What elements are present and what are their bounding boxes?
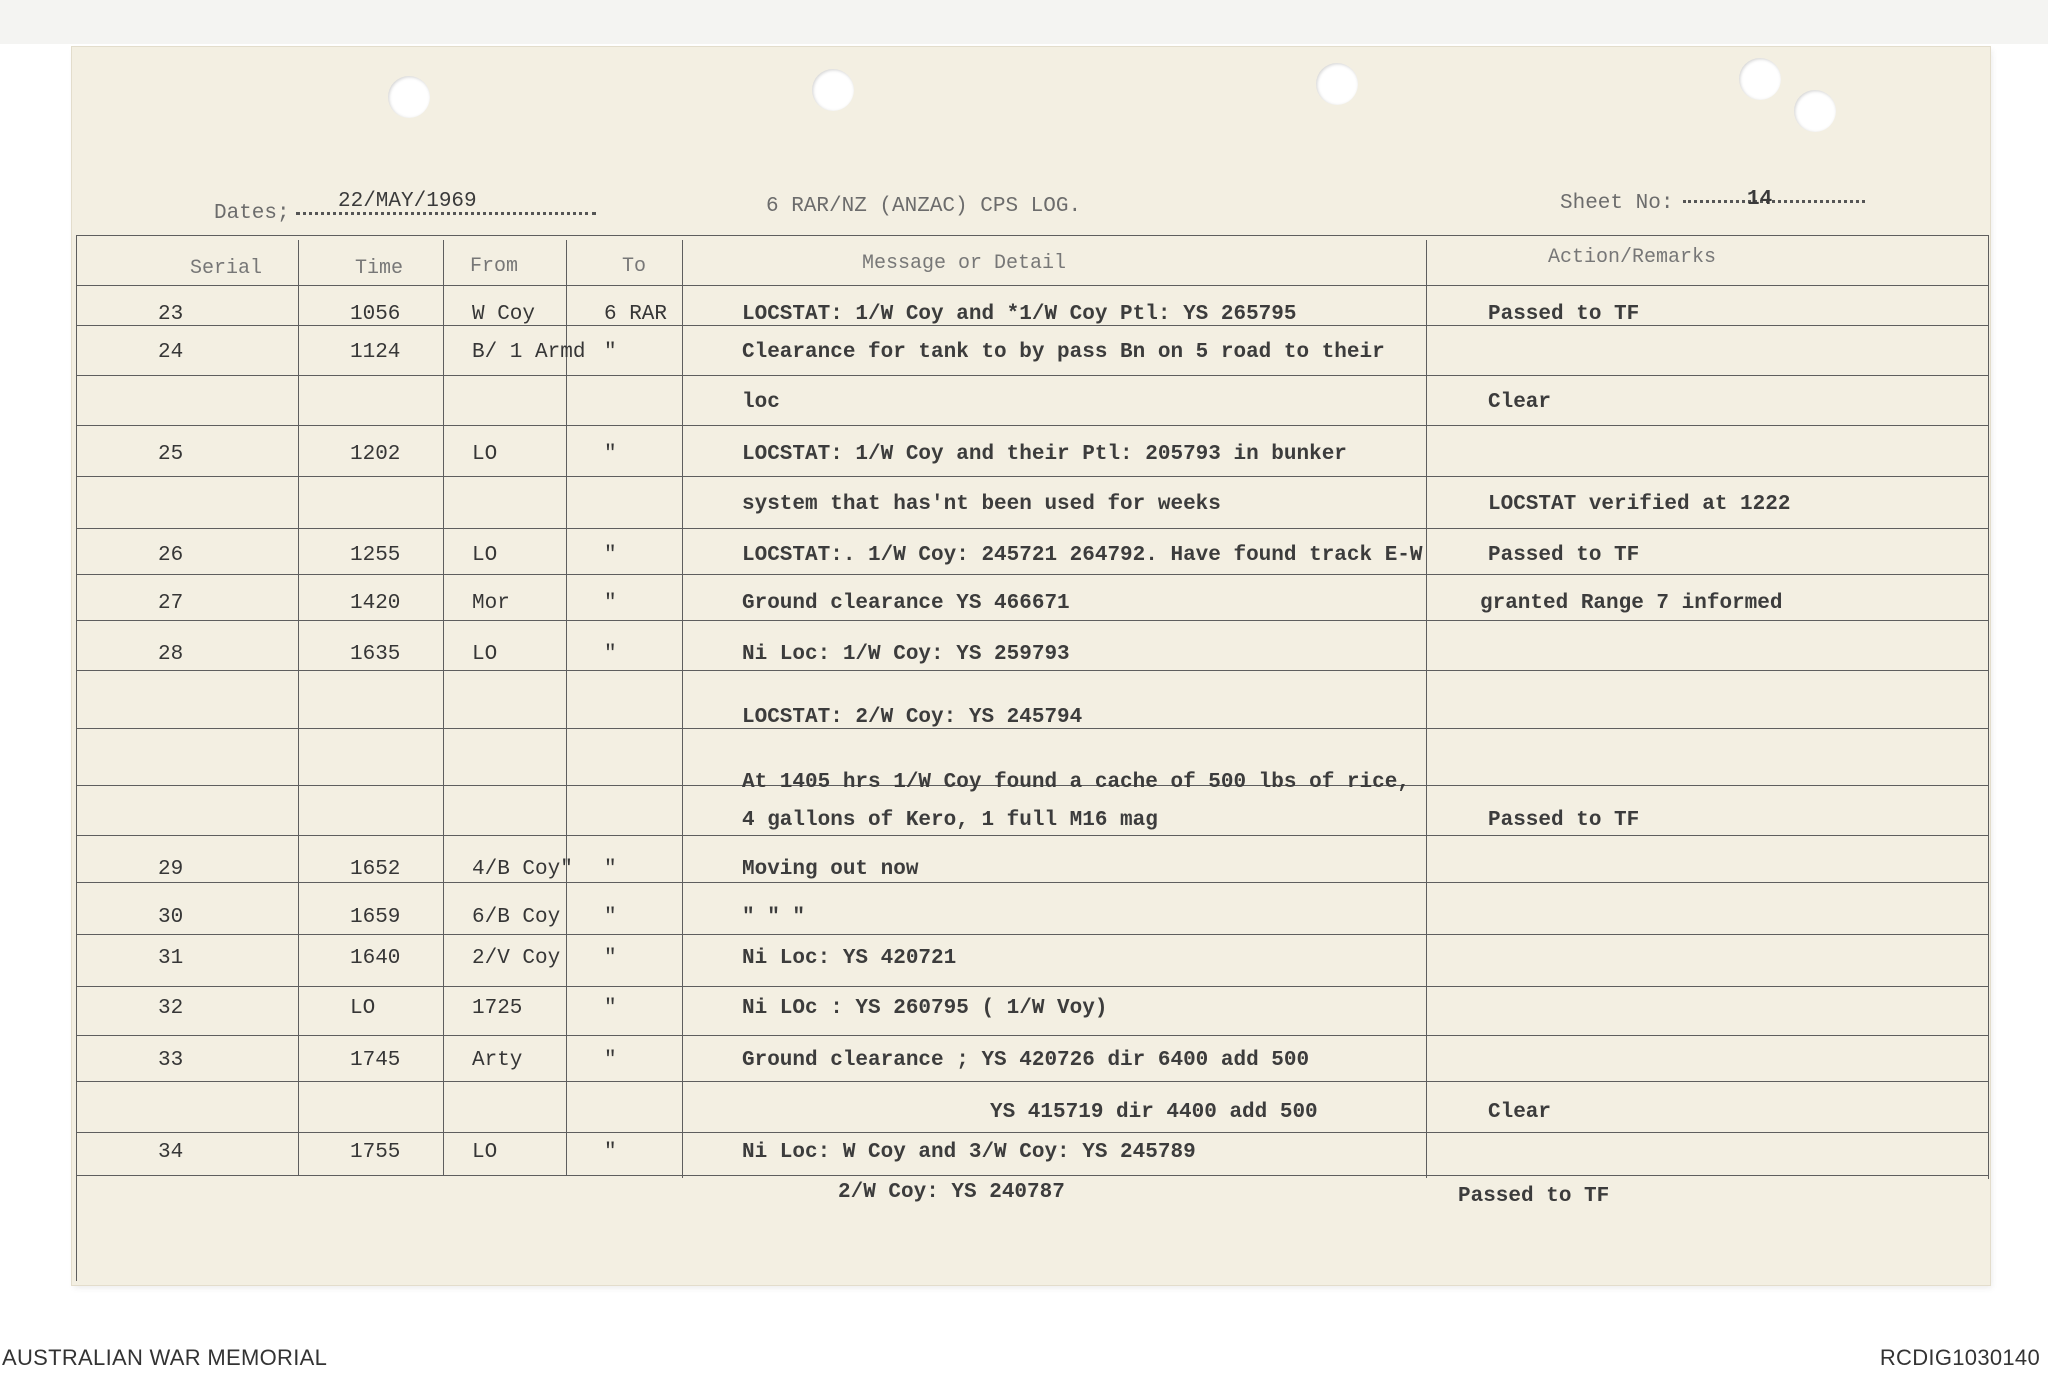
cell-message: Ni LOc : YS 260795 ( 1/W Voy) [742,997,1108,1020]
punch-hole [1794,90,1836,132]
cell-message: system that has'nt been used for weeks [742,493,1221,516]
cell-message: Moving out now [742,858,919,881]
cell-time: 1056 [350,303,401,326]
trailer-action: Passed to TF [1458,1185,1610,1208]
cell-action: Clear [1488,391,1552,414]
cell-message: YS 415719 dir 4400 add 500 [990,1101,1318,1124]
cell-from: LO [472,544,498,567]
column-divider [1426,240,1427,1178]
col-header-to: To [622,255,647,278]
ruled-line [76,670,1988,671]
cell-from: Mor [472,592,510,615]
cell-to: " [604,1141,617,1164]
ruled-line [76,574,1988,575]
ruled-line [76,425,1988,426]
cell-time: 1755 [350,1141,401,1164]
cell-from: 6/B Coy [472,906,561,929]
log-title: 6 RAR/NZ (ANZAC) CPS LOG. [766,195,1082,218]
cell-from: Arty [472,1049,523,1072]
trailer-message: 2/W Coy: YS 240787 [838,1181,1065,1204]
table-top-border [76,235,1988,236]
punch-hole [812,69,854,111]
cell-to: " [604,1049,617,1072]
cell-to: " [604,997,617,1020]
cell-serial: 23 [158,303,184,326]
ruled-line [76,835,1988,836]
cell-serial: 26 [158,544,184,567]
cell-message: Ni Loc: YS 420721 [742,947,957,970]
ruled-line [76,528,1988,529]
cell-to: " [604,341,617,364]
cell-message: LOCSTAT: 2/W Coy: YS 245794 [742,706,1083,729]
cell-to: " [604,947,617,970]
cell-from: W Coy [472,303,536,326]
column-divider [682,240,683,1178]
col-header-serial: Serial [190,257,263,280]
date-value: 22/MAY/1969 [338,190,477,213]
cell-from: 2/V Coy [472,947,561,970]
cell-action: Passed to TF [1488,809,1640,832]
cell-to: " [604,592,617,615]
cell-message: Ni Loc: W Coy and 3/W Coy: YS 245789 [742,1141,1196,1164]
ruled-line [76,986,1988,987]
top-band [0,0,2048,44]
cell-serial: 27 [158,592,184,615]
ruled-line [76,1132,1988,1133]
sheet-leader [1683,200,1865,203]
cell-time: LO [350,997,376,1020]
cell-message: LOCSTAT: 1/W Coy and their Ptl: 205793 in bunker [742,443,1347,466]
cell-from: 1725 [472,997,523,1020]
cell-action: Passed to TF [1488,303,1640,326]
cell-serial: 33 [158,1049,184,1072]
archive-credit: AUSTRALIAN WAR MEMORIAL [2,1345,328,1370]
ruled-line [76,1175,1988,1176]
cell-message: Ni Loc: 1/W Coy: YS 259793 [742,643,1070,666]
cell-serial: 34 [158,1141,184,1164]
cell-message: LOCSTAT: 1/W Coy and *1/W Coy Ptl: YS 265795 [742,303,1297,326]
cell-to: " [604,544,617,567]
ruled-line [76,934,1988,935]
ruled-line [76,476,1988,477]
cell-time: 1640 [350,947,401,970]
cell-action: Passed to TF [1488,544,1640,567]
cell-from: 4/B Coy" [472,858,573,881]
cell-time: 1420 [350,592,401,615]
cell-serial: 30 [158,906,184,929]
col-header-action: Action/Remarks [1548,246,1717,269]
cell-message: Ground clearance ; YS 420726 dir 6400 add 500 [742,1049,1310,1072]
cell-message: " " " [742,906,806,929]
cell-message: Clearance for tank to by pass Bn on 5 road to their [742,341,1385,364]
punch-hole [1316,63,1358,105]
cell-to: 6 RAR [604,303,668,326]
sheet-label: Sheet No: [1560,192,1674,215]
cell-to: " [604,858,617,881]
ruled-line [76,375,1988,376]
col-header-time: Time [355,257,404,280]
cell-action: LOCSTAT verified at 1222 [1488,493,1791,516]
cell-time: 1255 [350,544,401,567]
cell-message: Ground clearance YS 466671 [742,592,1070,615]
cell-message: loc [742,391,780,414]
col-header-from: From [470,255,519,278]
punch-hole [1739,58,1781,100]
cell-action: Clear [1488,1101,1552,1124]
cell-to: " [604,906,617,929]
cell-time: 1652 [350,858,401,881]
cell-serial: 28 [158,643,184,666]
cell-time: 1659 [350,906,401,929]
cell-time: 1202 [350,443,401,466]
cell-serial: 24 [158,341,184,364]
ruled-line [76,285,1988,286]
punch-hole [388,76,430,118]
cell-time: 1124 [350,341,401,364]
cell-serial: 29 [158,858,184,881]
table-right-border [1988,235,1989,1179]
cell-time: 1745 [350,1049,401,1072]
ruled-line [76,620,1988,621]
cell-serial: 25 [158,443,184,466]
cell-from: LO [472,643,498,666]
cell-from: B/ 1 Armd [472,341,586,364]
cell-to: " [604,443,617,466]
table-left-border [76,235,77,1281]
cell-message: At 1405 hrs 1/W Coy found a cache of 500 lbs of rice, [742,771,1410,794]
cell-serial: 31 [158,947,184,970]
date-leader [296,212,596,215]
cell-message: 4 gallons of Kero, 1 full M16 mag [742,809,1158,832]
archive-reference: RCDIG1030140 [1879,1345,2040,1370]
cell-message: LOCSTAT:. 1/W Coy: 245721 264792. Have found track E-W [742,544,1423,567]
ruled-line [76,1035,1988,1036]
date-label: Dates; [214,202,290,225]
cell-action: granted Range 7 informed [1480,592,1783,615]
cell-from: LO [472,443,498,466]
sheet-value: 14 [1747,188,1773,211]
cell-to: " [604,643,617,666]
cell-time: 1635 [350,643,401,666]
cell-serial: 32 [158,997,184,1020]
ruled-line [76,1081,1988,1082]
col-header-message: Message or Detail [862,252,1067,275]
cell-from: LO [472,1141,498,1164]
